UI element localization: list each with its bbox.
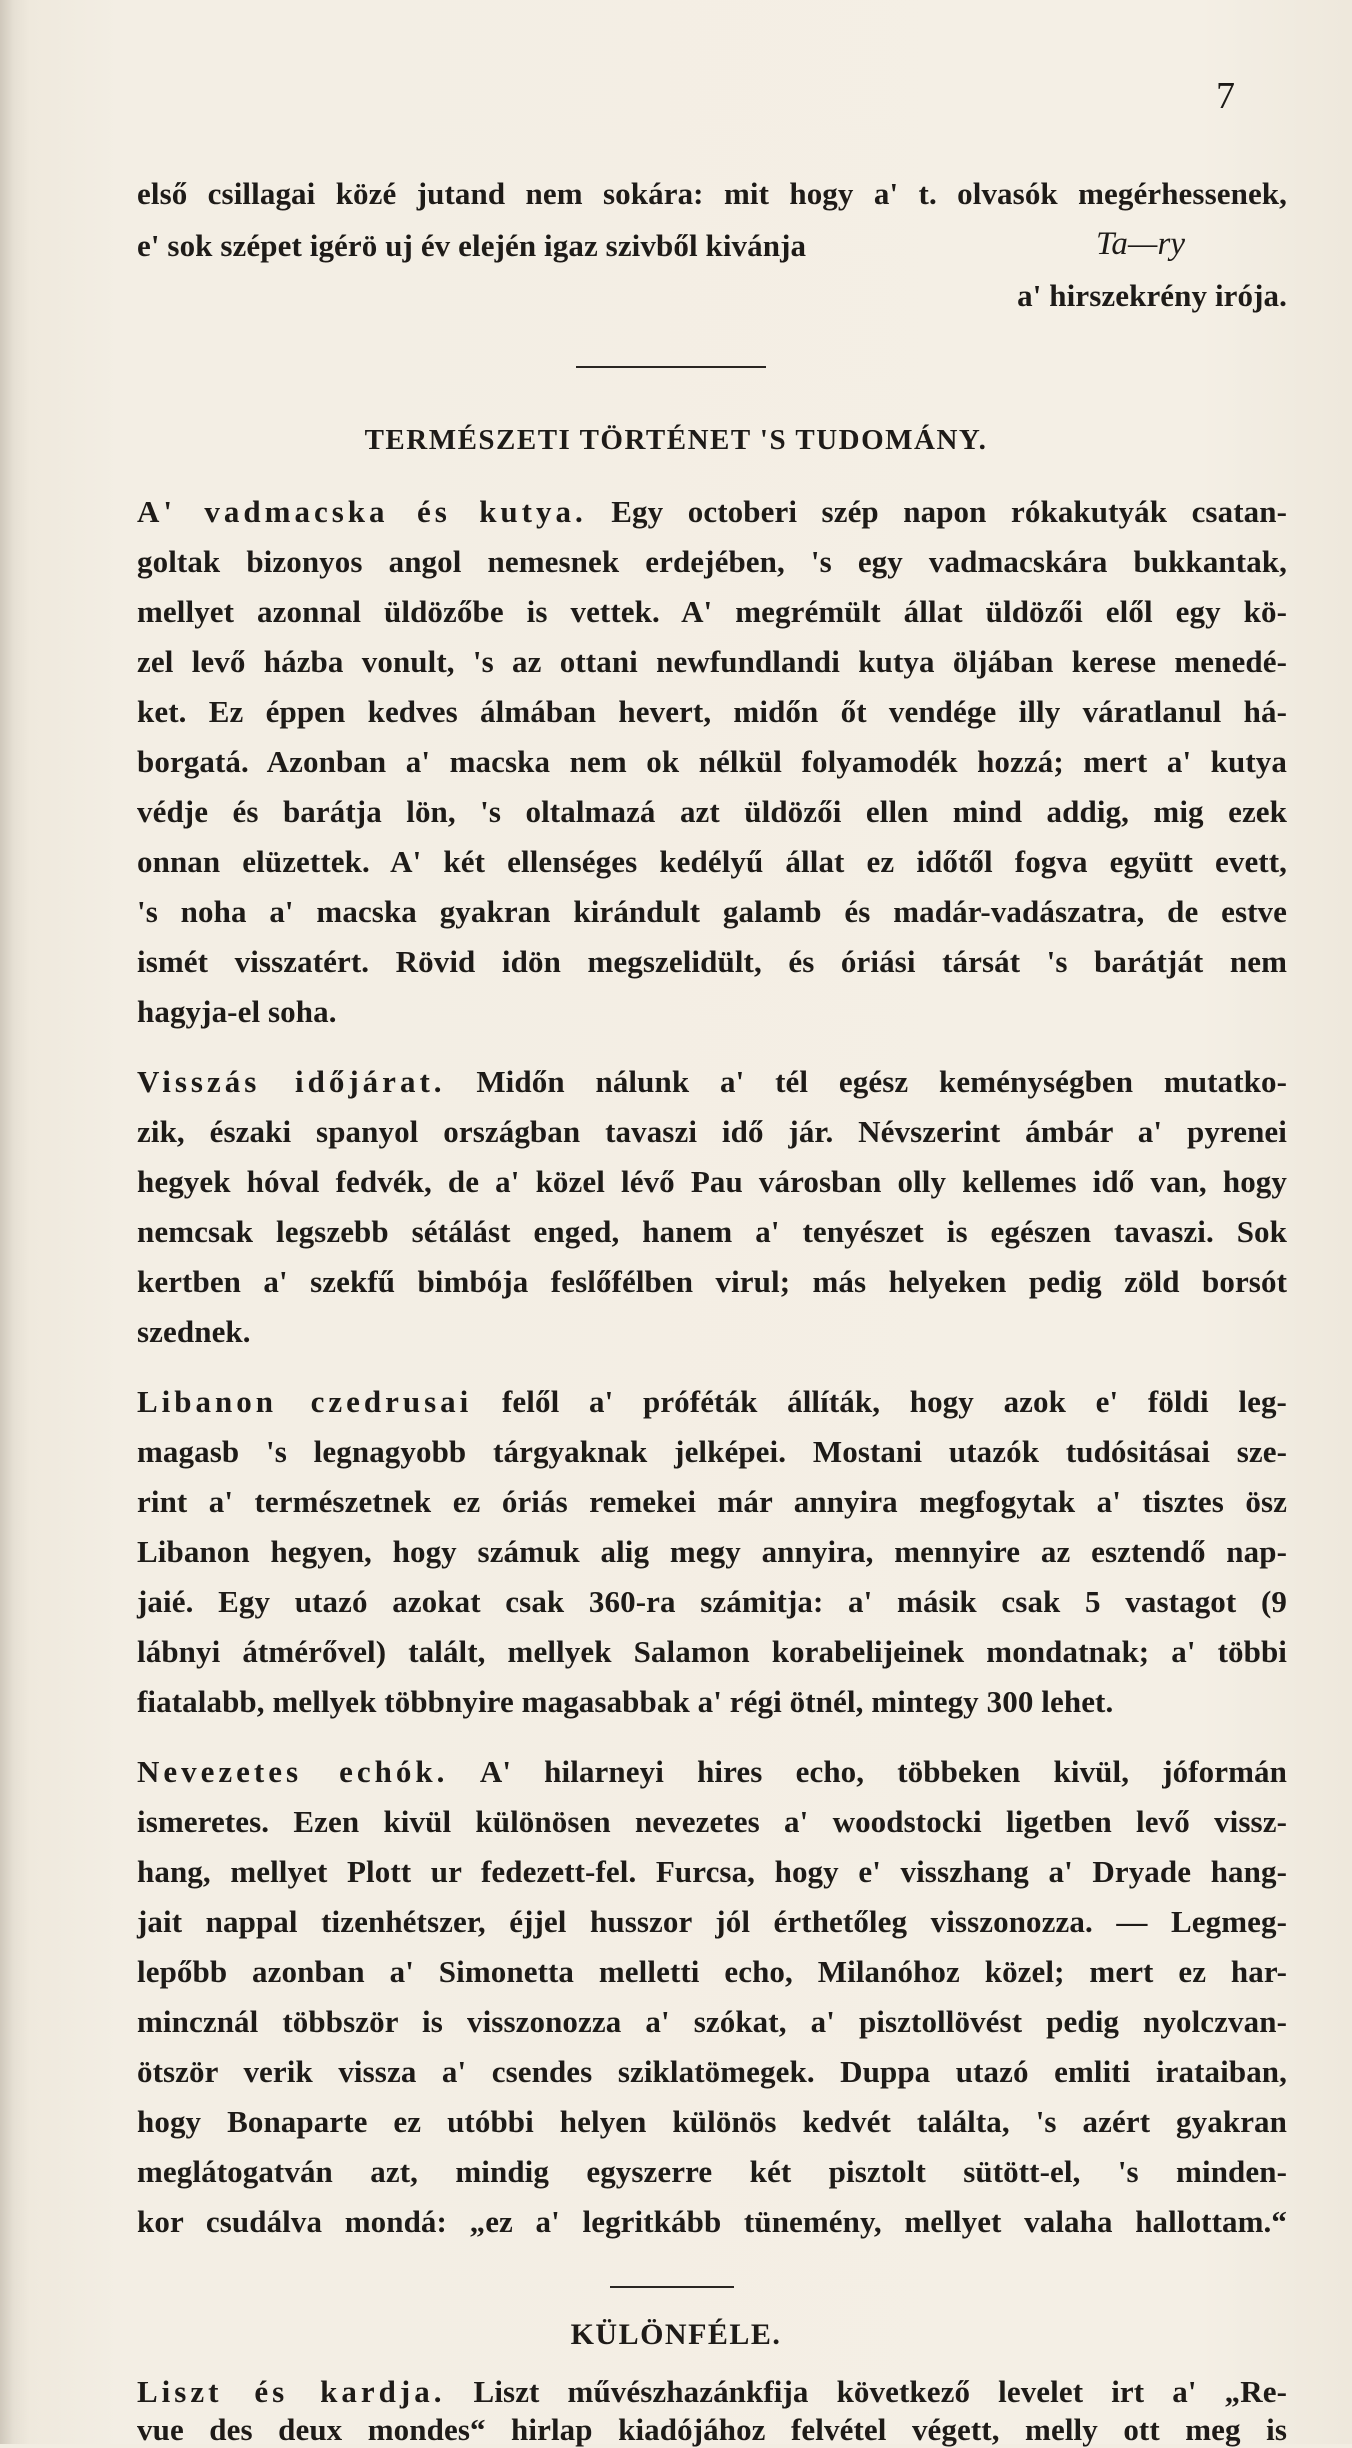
article-4-line-9: meglátogatván azt, mindig egyszerre két pisztolt sütött-el, 's minden- bbox=[137, 2154, 1287, 2189]
article-3-line-3: rint a' természetnek ez óriás remekei már annyira megfogytak a' tisztes ösz bbox=[137, 1484, 1287, 1519]
intro-line-1: első csillagai közé jutand nem sokára: mit hogy a' t. olvasók megérhessenek, bbox=[137, 176, 1287, 211]
article-1-line-7: védje és barátja lön, 's oltalmazá azt üldözői ellen mind addig, mig ezek bbox=[137, 794, 1287, 829]
divider-rule-2 bbox=[610, 2286, 734, 2288]
article-3-line-5: jaié. Egy utazó azokat csak 360-ra számitja: a' másik csak 5 vastagot (9 bbox=[137, 1584, 1287, 1619]
article-2-line-4: nemcsak legszebb sétálást enged, hanem a' tenyészet is egészen tavaszi. Sok bbox=[137, 1214, 1287, 1249]
article-5-line-1: Liszt művészhazánkfija következő levelet irt a' „Re- bbox=[473, 2374, 1287, 2409]
article-1-line-5: ket. Ez éppen kedves álmában hevert, midőn őt vendége illy váratlanul há- bbox=[137, 694, 1287, 729]
article-4-line-10: kor csudálva mondá: „ez a' legritkább tünemény, mellyet valaha hallottam.“ bbox=[137, 2204, 1287, 2239]
article-3-first-line bbox=[137, 1384, 1287, 1420]
article-1-first-line bbox=[137, 494, 1287, 530]
article-2-line-5: kertben a' szekfű bimbója feslőfélben virul; más helyeken pedig zöld borsót bbox=[137, 1264, 1287, 1299]
article-4-line-6: mincznál többször is visszonozza a' szókat, a' pisztollövést pedig nyolczvan- bbox=[137, 2004, 1287, 2039]
article-3-line-2: magasb 's legnagyobb tárgyaknak jelképei. Mostani utazók tudósitásai sze- bbox=[137, 1434, 1287, 1469]
article-1-line-9: 's noha a' macska gyakran kirándult galamb és madár-vadászatra, de estve bbox=[137, 894, 1287, 929]
article-3-line-7: fiatalabb, mellyek többnyire magasabbak a' régi ötnél, mintegy 300 lehet. bbox=[137, 1684, 1114, 1719]
article-4-line-7: ötször verik vissza a' csendes sziklatömegek. Duppa utazó emliti irataiban, bbox=[137, 2054, 1287, 2089]
article-1-line-11: hagyja-el soha. bbox=[137, 994, 337, 1029]
article-5-first-line bbox=[137, 2374, 1287, 2410]
divider-rule bbox=[576, 366, 766, 368]
article-3-title: Libanon czedrusai bbox=[137, 1384, 473, 1419]
article-1-line-1: Egy octoberi szép napon rókakutyák csatan- bbox=[611, 494, 1287, 529]
article-5-title: Liszt és kardja. bbox=[137, 2374, 446, 2409]
article-4-title: Nevezetes echók. bbox=[137, 1754, 449, 1789]
article-2-line-3: hegyek hóval fedvék, de a' közel lévő Pau városban olly kellemes idő van, hogy bbox=[137, 1164, 1287, 1199]
article-4-first-line bbox=[137, 1754, 1287, 1790]
article-5-line-2: vue des deux mondes“ hirlap kiadójához felvétel végett, melly ott meg is bbox=[137, 2412, 1287, 2447]
section-heading-natural-history: TERMÉSZETI TÖRTÉNET 'S TUDOMÁNY. bbox=[364, 424, 988, 456]
article-4-line-4: jait nappal tizenhétszer, éjjel husszor jól érthetőleg visszonozza. — Legmeg- bbox=[137, 1904, 1287, 1939]
intro-line-2: e' sok szépet igérö uj év elején igaz szivből kivánja bbox=[137, 228, 807, 263]
article-1-line-2: goltak bizonyos angol nemesnek erdejében, 's egy vadmacskára bukkantak, bbox=[137, 544, 1287, 579]
article-4-line-2: ismeretes. Ezen kivül különösen nevezetes a' woodstocki ligetben levő vissz- bbox=[137, 1804, 1287, 1839]
intro-line-3: a' hirszekrény irója. bbox=[1017, 278, 1287, 313]
article-3-line-4: Libanon hegyen, hogy számuk alig megy annyira, mennyire az esztendő nap- bbox=[137, 1534, 1287, 1569]
article-4-line-1: A' hilarneyi hires echo, többeken kivül, jóformán bbox=[479, 1754, 1287, 1789]
article-2-line-2: zik, északi spanyol országban tavaszi idő jár. Névszerint ámbár a' pyrenei bbox=[137, 1114, 1287, 1149]
article-2-line-6: szednek. bbox=[137, 1314, 251, 1349]
section-heading-miscellaneous: KÜLÖNFÉLE. bbox=[570, 2318, 782, 2351]
article-1-line-3: mellyet azonnal üldözőbe is vettek. A' megrémült állat üldözői elől egy kö- bbox=[137, 594, 1287, 629]
article-2-first-line bbox=[137, 1064, 1287, 1100]
article-1-line-8: onnan elüzettek. A' két ellenséges kedélyű állat ez időtől fogva együtt evett, bbox=[137, 844, 1287, 879]
article-4-line-8: hogy Bonaparte ez utóbbi helyen különös kedvét találta, 's azért gyakran bbox=[137, 2104, 1287, 2139]
article-2-title: Visszás időjárat. bbox=[137, 1064, 446, 1099]
article-4-line-5: lepőbb azonban a' Simonetta melletti echo, Milanóhoz közel; mert ez har- bbox=[137, 1954, 1287, 1989]
article-4-line-3: hang, mellyet Plott ur fedezett-fel. Furcsa, hogy e' visszhang a' Dryade hang- bbox=[137, 1854, 1287, 1889]
article-3-line-6: lábnyi átmérővel) talált, mellyek Salamon korabelijeinek mondatnak; a' többi bbox=[137, 1634, 1287, 1669]
signature: Ta—ry bbox=[1096, 226, 1186, 262]
article-1-line-4: zel levő házba vonult, 's az ottani newfundlandi kutya öljában kerese menedé- bbox=[137, 644, 1287, 679]
article-3-line-1: felől a' próféták állíták, hogy azok e' földi leg- bbox=[501, 1384, 1287, 1419]
article-1-title: A' vadmacska és kutya. bbox=[137, 494, 587, 529]
page-number: 7 bbox=[1216, 75, 1235, 117]
article-2-line-1: Midőn nálunk a' tél egész keménységben mutatko- bbox=[476, 1064, 1287, 1099]
article-1-line-10: ismét visszatért. Rövid idön megszelidült, és óriási társát 's barátját nem bbox=[137, 944, 1287, 979]
article-1-line-6: borgatá. Azonban a' macska nem ok nélkül folyamodék hozzá; mert a' kutya bbox=[137, 744, 1287, 779]
